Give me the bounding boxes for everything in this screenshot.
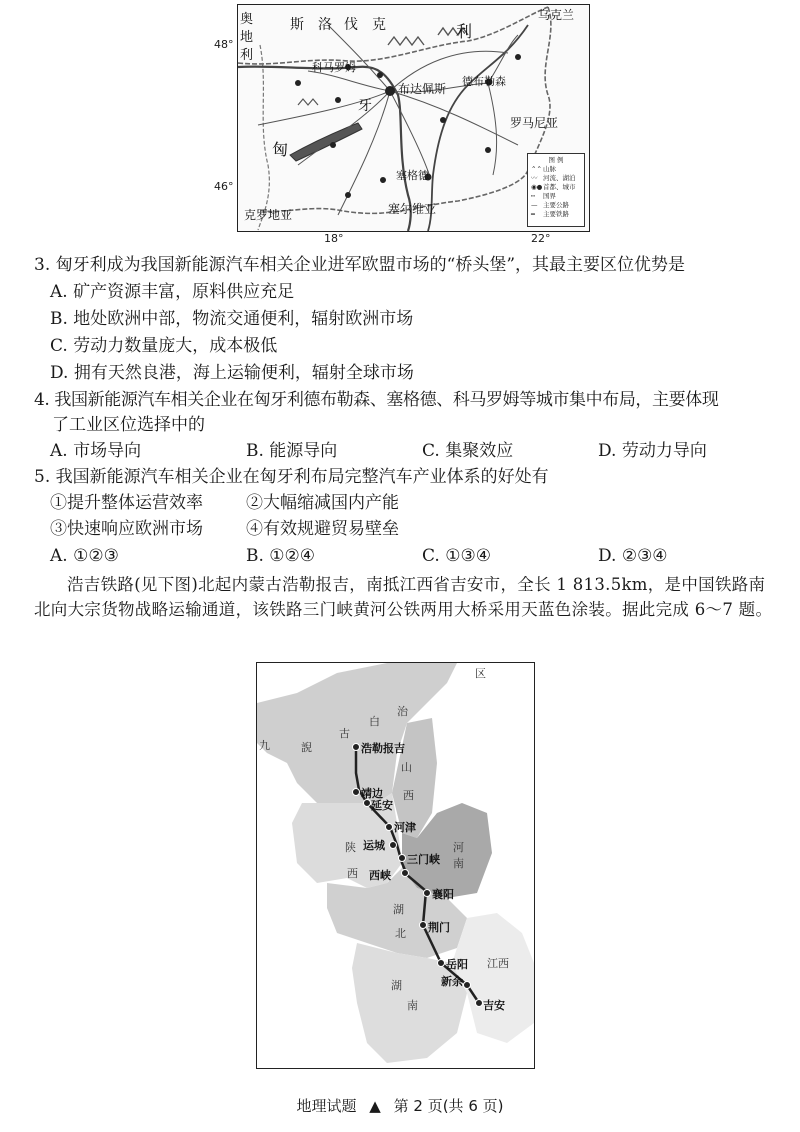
- station-label: 浩勒报吉: [361, 742, 405, 755]
- map2-region-char: 区: [475, 667, 486, 680]
- station-label: 新余: [441, 975, 463, 988]
- map1-legend-row: 〰 河流、湖泊: [531, 174, 576, 182]
- q5-option-c: C. ①③④: [422, 546, 491, 566]
- page-footer: [0, 1095, 800, 1116]
- q3-option-a: A. 矿产资源丰富，原料供应充足: [50, 282, 295, 302]
- map1-legend-label: 首都、城市: [543, 183, 576, 191]
- station-label: 延安: [371, 799, 393, 812]
- map1-country-char: 奥: [240, 12, 254, 27]
- q3-option-d: D. 拥有天然良港，海上运输便利，辐射全球市场: [50, 363, 414, 383]
- map1-legend-row: ┅ 国界: [531, 192, 556, 200]
- map2-region-char: 湖: [393, 903, 404, 916]
- map1-country-name: 塞尔维亚: [388, 202, 437, 216]
- map2-region-char: 西: [347, 867, 358, 880]
- map1-country-char: 匈: [272, 140, 289, 159]
- map1-country-char: 洛: [318, 17, 332, 33]
- q5-option-b: B. ①②④: [246, 546, 316, 566]
- q5-stem: 5. 我国新能源汽车相关企业在匈牙利布局完整汽车产业体系的好处有: [34, 467, 549, 487]
- map2-region-char: 誽: [301, 741, 312, 754]
- map2-region-label: 江西: [487, 957, 509, 970]
- station-label: 荆门: [428, 921, 450, 934]
- footer-page-number: 第 2 页(共 6 页): [393, 1097, 504, 1115]
- map1-legend-label: 主要铁路: [543, 210, 569, 218]
- q3-option-b: B. 地处欧洲中部，物流交通便利，辐射欧洲市场: [50, 309, 414, 329]
- q5-option-d: D. ②③④: [598, 546, 668, 566]
- map1-country-char: 克: [372, 17, 386, 33]
- map2-region-char: 九: [259, 739, 270, 752]
- map1-city-label: 布达佩斯: [398, 82, 447, 96]
- q5-option-a: A. ①②③: [50, 546, 119, 566]
- footer-subject: 地理试题: [296, 1097, 357, 1115]
- map2-region-char: 白: [369, 715, 380, 728]
- map1-lat-label: 48°: [214, 38, 234, 51]
- station-label: 吉安: [483, 999, 505, 1012]
- map2-region-char: 治: [397, 705, 408, 718]
- map1-legend-row: ═ 主要铁路: [531, 210, 569, 218]
- map1-country-name: 乌克兰: [538, 8, 575, 22]
- station-label: 三门峡: [407, 853, 440, 866]
- q3-option-c: C. 劳动力数量庞大，成本极低: [50, 336, 278, 356]
- map2-region-char: 西: [403, 789, 414, 802]
- q4-option-c: C. 集聚效应: [422, 441, 514, 461]
- map1-lon-label: 18°: [324, 232, 344, 245]
- intro-paragraph: 浩吉铁路(见下图)北起内蒙古浩勒报吉，南抵江西省吉安市，全长 1 813.5km，是中国铁路南北向大宗货物战略运输通道，该铁路三门峡黄河公铁两用大桥采用天蓝色涂装。据此完成 6～7 题。: [34, 575, 773, 619]
- map1-legend-row: ⌃⌃山脉: [531, 165, 556, 173]
- map1-legend-row: ◉●首都、城市: [531, 183, 576, 191]
- map1-country-char: 地: [240, 30, 254, 45]
- map1-legend-title: 图 例: [548, 156, 564, 164]
- triangle-icon: ▲: [369, 1097, 381, 1115]
- q4-option-a: A. 市场导向: [50, 441, 142, 461]
- map2-region-char: 古: [339, 727, 350, 740]
- station-label: 靖边: [361, 787, 383, 800]
- map2-region-char: 南: [407, 999, 418, 1012]
- map1-city-label: 塞格德: [396, 169, 429, 182]
- q5-item-4: ④有效规避贸易壁垒: [246, 519, 399, 539]
- map1-city-label: 德布勒森: [462, 75, 506, 88]
- q3-stem: 3. 匈牙利成为我国新能源汽车相关企业进军欧盟市场的“桥头堡”，其最主要区位优势是: [34, 255, 686, 275]
- map2-region-char: 山: [401, 761, 412, 774]
- q4-option-b: B. 能源导向: [246, 441, 338, 461]
- station-label: 西峡: [369, 869, 391, 882]
- map1-legend-row: — 主要公路: [531, 201, 569, 209]
- map1-lon-label: 22°: [531, 232, 551, 245]
- map1-city-label: 科马罗姆: [312, 61, 356, 74]
- q4-option-d: D. 劳动力导向: [598, 441, 707, 461]
- station-label: 岳阳: [446, 958, 468, 971]
- q5-item-1: ①提升整体运营效率: [50, 493, 203, 513]
- q4-stem: 4. 我国新能源汽车相关企业在匈牙利德布勒森、塞格德、科马罗姆等城市集中布局，主要体现: [34, 390, 719, 410]
- map1-country-name: 罗马尼亚: [510, 116, 559, 130]
- map1-legend-label: 山脉: [543, 165, 556, 173]
- map1-legend-label: 国界: [543, 192, 556, 200]
- map1-country-char: 牙: [358, 98, 372, 114]
- map2-region-char: 北: [395, 927, 406, 940]
- station-label: 襄阳: [432, 888, 454, 901]
- map1-legend: [527, 153, 585, 227]
- map1-country-char: 伐: [344, 17, 358, 33]
- hungary-map: [237, 4, 590, 232]
- map1-country-name: 克罗地亚: [244, 208, 293, 222]
- map1-lat-label: 46°: [214, 180, 234, 193]
- q4-stem-cont: 了工业区位选择中的: [52, 415, 205, 435]
- station-label: 河津: [394, 821, 416, 834]
- map1-country-char: 斯: [290, 17, 304, 33]
- map1-country-char: 利: [456, 22, 473, 41]
- map1-legend-label: 主要公路: [543, 201, 569, 209]
- q5-item-3: ③快速响应欧洲市场: [50, 519, 203, 539]
- map2-region-char: 陕: [345, 841, 356, 854]
- map1-legend-label: 河流、湖泊: [543, 174, 576, 182]
- map1-country-char: 利: [240, 48, 254, 63]
- station-label: 运城: [363, 839, 385, 852]
- map2-region-char: 湖: [391, 979, 402, 992]
- map2-region-char: 南: [453, 857, 464, 870]
- q5-item-2: ②大幅缩减国内产能: [246, 493, 399, 513]
- map2-region-char: 河: [453, 841, 464, 854]
- railway-map: [256, 662, 535, 1069]
